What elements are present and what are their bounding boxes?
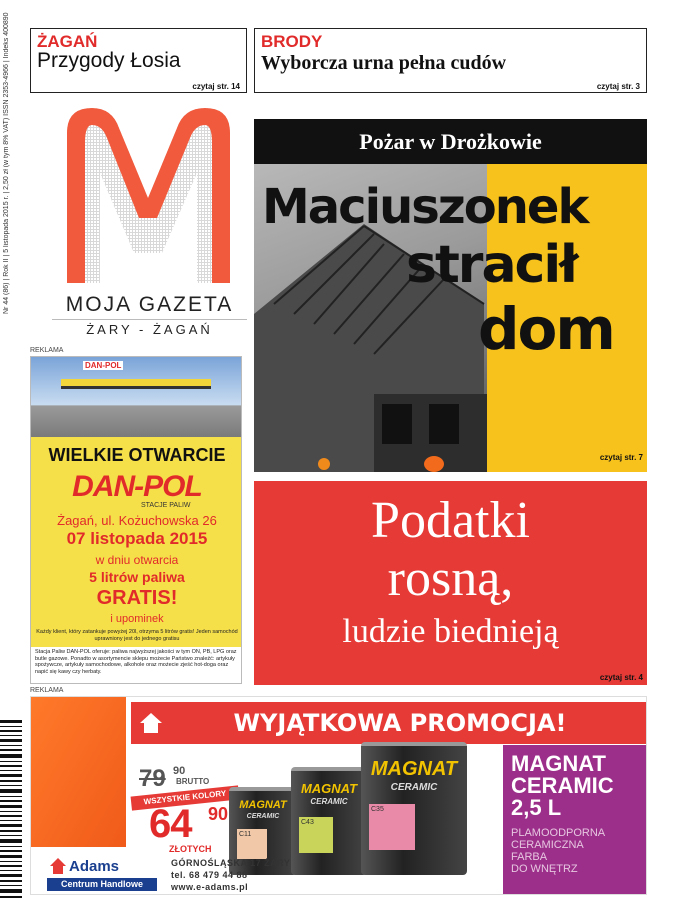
can-line: CERAMIC	[390, 782, 438, 793]
fire-story[interactable]	[254, 119, 647, 472]
teaser-title: Przygody Łosia	[37, 49, 181, 72]
teaser-zagan[interactable]	[30, 28, 247, 93]
store-contact	[171, 857, 290, 893]
product-title-line: MAGNAT	[511, 751, 606, 776]
product-desc-line: DO WNĘTRZ	[511, 863, 578, 875]
masthead-logo[interactable]	[52, 103, 247, 335]
teaser-kicker: ŻAGAŃ	[37, 32, 98, 51]
color-swatch: C35	[369, 804, 415, 850]
headline-line-2: stracił	[406, 235, 577, 295]
new-price: 64	[149, 802, 192, 846]
opening-date: 07 listopada 2015	[66, 529, 208, 548]
decor-block	[31, 697, 126, 847]
new-price-cents: 90	[208, 804, 229, 824]
gas-station-photo	[31, 357, 242, 437]
ad-label: REKLAMA	[30, 687, 64, 694]
grand-opening: WIELKIE OTWARCIE	[48, 445, 226, 465]
headline-line-1: Maciuszonek	[262, 179, 588, 235]
promo-fine-print: Każdy klient, który zatankuje powyżej 20l, otrzyma 5 litrów gratis! Jeden samochód uprawniony jest do jednego gratisu	[36, 629, 238, 642]
danpol-logo: DAN-POL	[72, 470, 202, 503]
product-title	[511, 753, 614, 819]
tax-read-more: czytaj str. 4	[599, 673, 643, 682]
paint-can	[291, 767, 367, 875]
product-title-line: 2,5 L	[511, 795, 562, 820]
all-colors-ribbon: WSZYSTKIE KOLORY	[131, 785, 240, 810]
house-icon	[139, 711, 163, 735]
ad-label: REKLAMA	[30, 347, 64, 354]
adams-logo	[39, 855, 157, 893]
product-desc-line: CERAMICZNA	[511, 839, 584, 851]
store-name: Adams	[69, 858, 120, 875]
issue-info-text: Nr 44 (86) | Rok II | 5 listopada 2015 r. | 2,50 zł (w tym 8% VAT) ISSN 2353-4966 | Indeks 400890	[3, 12, 10, 314]
roof-icon	[49, 857, 67, 875]
can-brand: MAGNAT	[300, 781, 358, 796]
can-brand: MAGNAT	[239, 799, 287, 811]
promo-note-2: 5 litrów paliwa	[89, 569, 185, 585]
station-address: Żagań, ul. Kożuchowska 26	[57, 513, 217, 528]
promo-free: GRATIS!	[96, 587, 178, 609]
store-address: GÓRNOŚLĄSKA 17 ŻARY	[171, 858, 291, 868]
tax-headline-line-3: ludzie biednieją	[342, 613, 559, 650]
teaser-read: czytaj str. 3	[596, 82, 640, 91]
logo-name: MOJA GAZETA	[65, 293, 234, 316]
issue-info	[0, 12, 22, 352]
teaser-kicker: BRODY	[261, 32, 323, 51]
color-swatch: C11	[237, 829, 267, 859]
story-kicker: Pożar w Drożkowie	[254, 119, 647, 164]
paint-cans	[229, 742, 499, 875]
teaser-read: czytaj str. 14	[192, 82, 240, 91]
old-price: 79	[139, 765, 166, 792]
old-price-cents: 90	[173, 765, 186, 777]
color-swatch: C43	[299, 817, 333, 853]
tax-story[interactable]	[254, 481, 647, 685]
product-description	[511, 827, 605, 875]
danpol-logo-sub: STACJE PALIW	[141, 502, 191, 509]
danpol-ad[interactable]	[30, 356, 242, 684]
magnat-ad[interactable]	[30, 696, 647, 895]
tax-headline-line-2: rosną,	[387, 550, 514, 607]
product-title-line: CERAMIC	[511, 773, 614, 798]
promo-title: WYJĄTKOWA PROMOCJA!	[233, 709, 567, 737]
station-description: Stacja Paliw DAN-POL oferuje: paliwa najwyższej jakości w tym ON, PB, LPG oraz butle gazowe. Ponadto w asortymencie sklepu możecie Państwo znaleźć: artykuły spożywcze, artykuły samochodowe, alkohole oraz możecie zjeść hot-doga oraz napić się kawy czy herbaty.	[35, 649, 237, 675]
store-phone: tel. 68 479 44 88	[171, 870, 248, 880]
store-subtitle: Centrum Handlowe	[47, 878, 157, 891]
store-website: www.e-adams.pl	[171, 882, 249, 892]
logo-divider	[52, 319, 247, 320]
price-unit: ZŁOTYCH	[169, 844, 212, 854]
m-logo-icon	[57, 103, 240, 288]
product-desc-line: PLAMOODPORNA	[511, 827, 606, 839]
promo-note-3: i upominek	[110, 613, 164, 625]
tax-headline-line-1: Podatki	[371, 492, 530, 549]
teaser-brody[interactable]	[254, 28, 647, 93]
station-canopy	[61, 379, 211, 389]
station-sign: DAN-POL	[85, 361, 122, 370]
logo-subtitle: ŻARY - ŻAGAŃ	[86, 322, 213, 337]
can-line: CERAMIC	[310, 797, 348, 806]
paint-can	[361, 742, 467, 875]
headline-line-3: dom	[478, 295, 614, 363]
can-brand: MAGNAT	[370, 758, 458, 780]
promo-note-1: w dniu otwarcia	[95, 553, 179, 567]
product-box	[503, 745, 647, 895]
story-read-more: czytaj str. 7	[599, 453, 643, 462]
old-price-label: BRUTTO	[176, 777, 210, 786]
promo-banner	[131, 702, 646, 744]
teaser-title: Wyborcza urna pełna cudów	[261, 52, 507, 74]
barcode-image	[0, 720, 22, 900]
product-desc-line: FARBA	[511, 851, 548, 863]
can-line: CERAMIC	[246, 813, 280, 820]
